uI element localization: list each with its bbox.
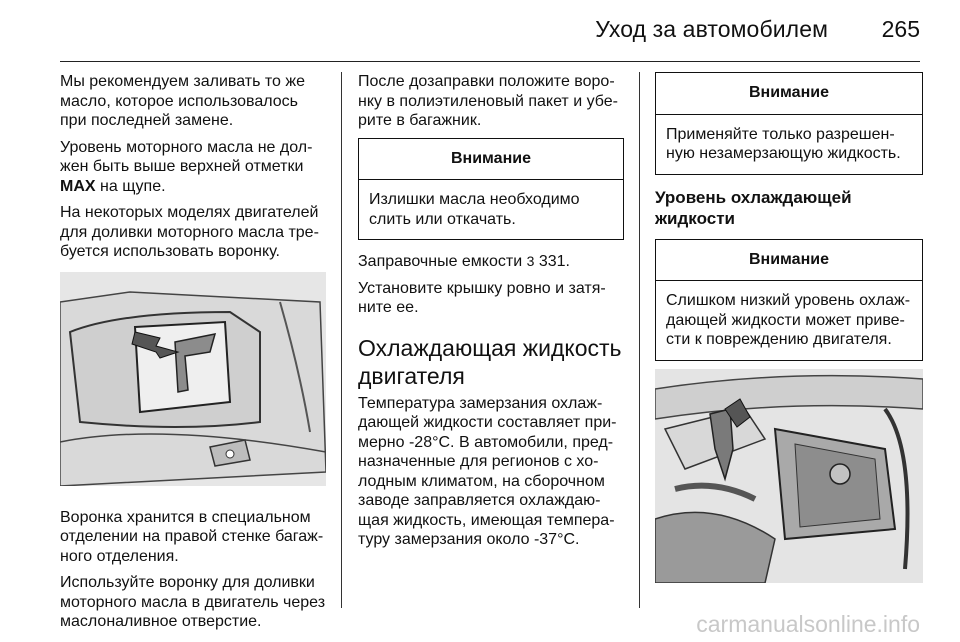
warning-title: Внимание (656, 73, 922, 115)
text: Уровень моторного масла не должен быть выше верхней отметки (60, 138, 313, 175)
warning-box (358, 138, 624, 241)
paragraph: Установите крышку ровно и затяните ее. (358, 279, 606, 316)
page-number: 265 (881, 16, 920, 42)
header-rule (60, 61, 920, 62)
warning-box (655, 72, 923, 175)
paragraph: Воронка хранится в специальном отделении на правой стенке багажного отделения. (60, 508, 324, 565)
warning-body: Слишком низкий уровень охлаждающей жидкости может привести к повреждению двигателя. (666, 292, 911, 348)
page-header-title: Уход за автомобилем (595, 16, 828, 42)
paragraph: Температура замерзания охлаждающей жидкости составляет примерно -28°С. В автомобили, предназначенные для регионов с холодным климатом, на сборочном заводе заправляется охлаждающая жидкость, имеющая температуру замерзания около -37°С. (358, 394, 617, 548)
engine-coolant-illustration (655, 369, 923, 583)
paragraph (60, 138, 326, 197)
column-1 (60, 72, 326, 639)
paragraph: Мы рекомендуем заливать то же масло, которое использовалось при последней замене. (60, 73, 305, 129)
column-divider-2 (639, 72, 640, 608)
section-heading: Охлаждающая жидкость двигателя (358, 334, 622, 389)
paragraph (358, 252, 624, 272)
engine-bay-drawing (655, 369, 923, 583)
max-mark: MAX (60, 177, 96, 195)
column-3 (655, 72, 923, 583)
warning-body: Излишки масла необходимо слить или откачать. (369, 191, 580, 228)
column-2 (358, 72, 624, 557)
warning-box (655, 239, 923, 361)
trunk-funnel-drawing (60, 272, 326, 486)
text: Заправочные емкости (358, 253, 527, 270)
paragraph: Используйте воронку для доливки моторного масла в двигатель через маслоналивное отверстие. (60, 574, 326, 630)
warning-title: Внимание (656, 240, 922, 282)
column-divider-1 (341, 72, 342, 608)
paragraph: После дозаправки положите воронку в полиэтиленовый пакет и уберите в багажник. (358, 73, 618, 129)
trunk-funnel-illustration (60, 272, 326, 486)
subsection-heading: Уровень охлаждающей жидкости (655, 187, 852, 228)
warning-body: Применяйте только разрешенную незамерзающую жидкость. (666, 125, 901, 162)
paragraph: На некоторых моделях двигателей для доливки моторного масла требуется использовать воронку. (60, 204, 319, 260)
text: на щупе. (95, 177, 166, 195)
watermark: carmanualsonline.info (696, 611, 920, 637)
arrow-reference-icon: 3 (526, 253, 535, 269)
text: 331. (534, 253, 570, 270)
warning-title: Внимание (359, 139, 623, 181)
